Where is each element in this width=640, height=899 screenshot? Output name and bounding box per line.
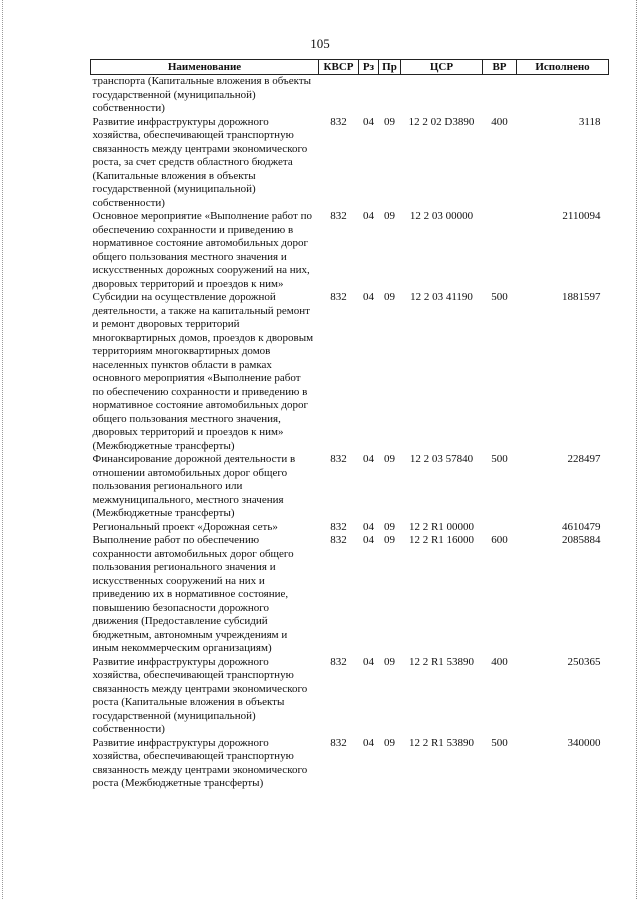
table-row bbox=[91, 521, 609, 535]
budget-table bbox=[90, 59, 609, 791]
row-pr: 09 bbox=[384, 520, 395, 533]
row-name: Развитие инфраструктуры дорожного хозяйства, обеспечивающей транспортную связанность между центрами экономического роста (Межбюджетные трансферты) bbox=[92, 736, 308, 789]
row-kvsr: 832 bbox=[330, 655, 347, 668]
header-vr: ВР bbox=[483, 60, 517, 75]
row-name: Основное мероприятие «Выполнение работ по обеспечению сохранности и приведению в нормативное состояние автомобильных дорог общего пользования местного значения и искусственных дорожных сооружений на них, дворовых территорий и проездов к ним» bbox=[92, 210, 312, 290]
row-kvsr bbox=[319, 75, 359, 116]
row-pr: 09 bbox=[384, 736, 395, 749]
row-executed: 3118 bbox=[578, 115, 601, 128]
row-rz: 04 bbox=[363, 534, 374, 546]
table-row bbox=[91, 534, 609, 656]
row-kvsr: 832 bbox=[330, 291, 347, 303]
row-csr: 12 2 02 D3890 bbox=[408, 115, 475, 128]
row-kvsr: 832 bbox=[330, 115, 347, 128]
row-vr: 500 bbox=[491, 736, 508, 749]
row-vr: 400 bbox=[491, 655, 508, 668]
row-executed: 2085884 bbox=[562, 534, 601, 546]
row-kvsr: 832 bbox=[330, 736, 347, 749]
page-number: 105 bbox=[310, 36, 330, 51]
row-executed: 1881597 bbox=[562, 291, 601, 303]
row-executed: 228497 bbox=[567, 453, 601, 465]
row-name: Развитие инфраструктуры дорожного хозяйства, обеспечивающей транспортную связанность между центрами экономического роста, за счет средств областного бюджета (Капитальные вложения в объекты государственной (муниципальной) собственности) bbox=[92, 115, 308, 209]
header-pr: Пр bbox=[379, 60, 401, 75]
row-name: Субсидии на осуществление дорожной деятельности, а также на капитальный ремонт и ремонт дворовых территорий многоквартирных домов, проездов к дворовым территориям многоквартирных домов населенных пунктов области в рамках основного мероприятия «Выполнение работ по обеспечению сохранности и приведению в нормативное состояние автомобильных дорог общего пользования местного значения, дворовых территорий и проездов к ним» (Межбюджетные трансферты) bbox=[92, 291, 314, 452]
table-row bbox=[91, 453, 609, 521]
row-rz: 04 bbox=[363, 115, 374, 128]
row-pr: 09 bbox=[384, 655, 395, 668]
row-kvsr: 832 bbox=[330, 534, 347, 546]
row-csr: 12 2 R1 53890 bbox=[408, 736, 475, 749]
row-csr: 12 2 R1 16000 bbox=[408, 534, 475, 546]
row-name: Региональный проект «Дорожная сеть» bbox=[92, 520, 278, 533]
row-executed: 340000 bbox=[567, 736, 601, 749]
row-rz bbox=[359, 75, 379, 116]
row-rz: 04 bbox=[363, 520, 374, 533]
header-kvsr: КВСР bbox=[319, 60, 359, 75]
table-row bbox=[91, 291, 609, 453]
row-name: Развитие инфраструктуры дорожного хозяйства, обеспечивающей транспортную связанность между центрами экономического роста (Капитальные вложения в объекты государственной (муниципальной) собственности) bbox=[92, 655, 308, 735]
row-pr: 09 bbox=[384, 210, 395, 222]
row-vr: 400 bbox=[491, 115, 508, 128]
row-executed bbox=[517, 75, 609, 116]
row-rz: 04 bbox=[363, 655, 374, 668]
table-row bbox=[91, 116, 609, 211]
row-csr bbox=[401, 75, 483, 116]
row-csr: 12 2 R1 00000 bbox=[408, 520, 475, 533]
row-csr: 12 2 03 41190 bbox=[410, 291, 473, 303]
header-rz: Рз bbox=[359, 60, 379, 75]
row-rz: 04 bbox=[363, 210, 374, 222]
table-row bbox=[91, 737, 609, 791]
row-executed: 2110094 bbox=[562, 210, 601, 222]
table-row bbox=[91, 656, 609, 737]
row-pr: 09 bbox=[384, 453, 395, 465]
row-rz: 04 bbox=[363, 291, 374, 303]
row-pr: 09 bbox=[384, 115, 395, 128]
row-vr bbox=[483, 521, 517, 535]
table-row bbox=[91, 75, 609, 116]
scan-edge-left bbox=[2, 0, 5, 899]
row-csr: 12 2 R1 53890 bbox=[408, 655, 475, 668]
row-vr: 600 bbox=[491, 534, 508, 546]
row-vr bbox=[483, 75, 517, 116]
row-rz: 04 bbox=[363, 453, 374, 465]
table-row bbox=[91, 210, 609, 291]
row-pr: 09 bbox=[384, 291, 395, 303]
table-header-row bbox=[91, 60, 609, 75]
row-name: Финансирование дорожной деятельности в отношении автомобильных дорог общего пользования регионального или межмуниципального, местного значения (Межбюджетные трансферты) bbox=[92, 453, 296, 519]
row-executed: 4610479 bbox=[562, 520, 601, 533]
row-executed: 250365 bbox=[567, 655, 601, 668]
row-vr bbox=[483, 210, 517, 291]
row-vr: 500 bbox=[491, 453, 508, 465]
row-kvsr: 832 bbox=[330, 453, 347, 465]
row-vr: 500 bbox=[491, 291, 508, 303]
row-csr: 12 2 03 00000 bbox=[409, 210, 474, 222]
row-name: Выполнение работ по обеспечению сохранности автомобильных дорог общего пользования регионального значения и искусственных сооружений на них и приведению их в нормативное состояние, повышению безопасности дорожного движения (Предоставление субсидий бюджетным, автономным учреждениям и иным некоммерческим организациям) bbox=[92, 534, 294, 654]
header-name: Наименование bbox=[91, 60, 319, 75]
row-name: транспорта (Капитальные вложения в объекты государственной (муниципальной) собственности) bbox=[92, 75, 312, 114]
row-pr bbox=[379, 75, 401, 116]
row-rz: 04 bbox=[363, 736, 374, 749]
scan-edge-right bbox=[634, 0, 637, 899]
row-kvsr: 832 bbox=[330, 210, 347, 222]
header-csr: ЦСР bbox=[401, 60, 483, 75]
row-csr: 12 2 03 57840 bbox=[409, 453, 474, 465]
row-kvsr: 832 bbox=[330, 520, 347, 533]
header-executed: Исполнено bbox=[517, 60, 609, 75]
row-pr: 09 bbox=[384, 534, 395, 546]
